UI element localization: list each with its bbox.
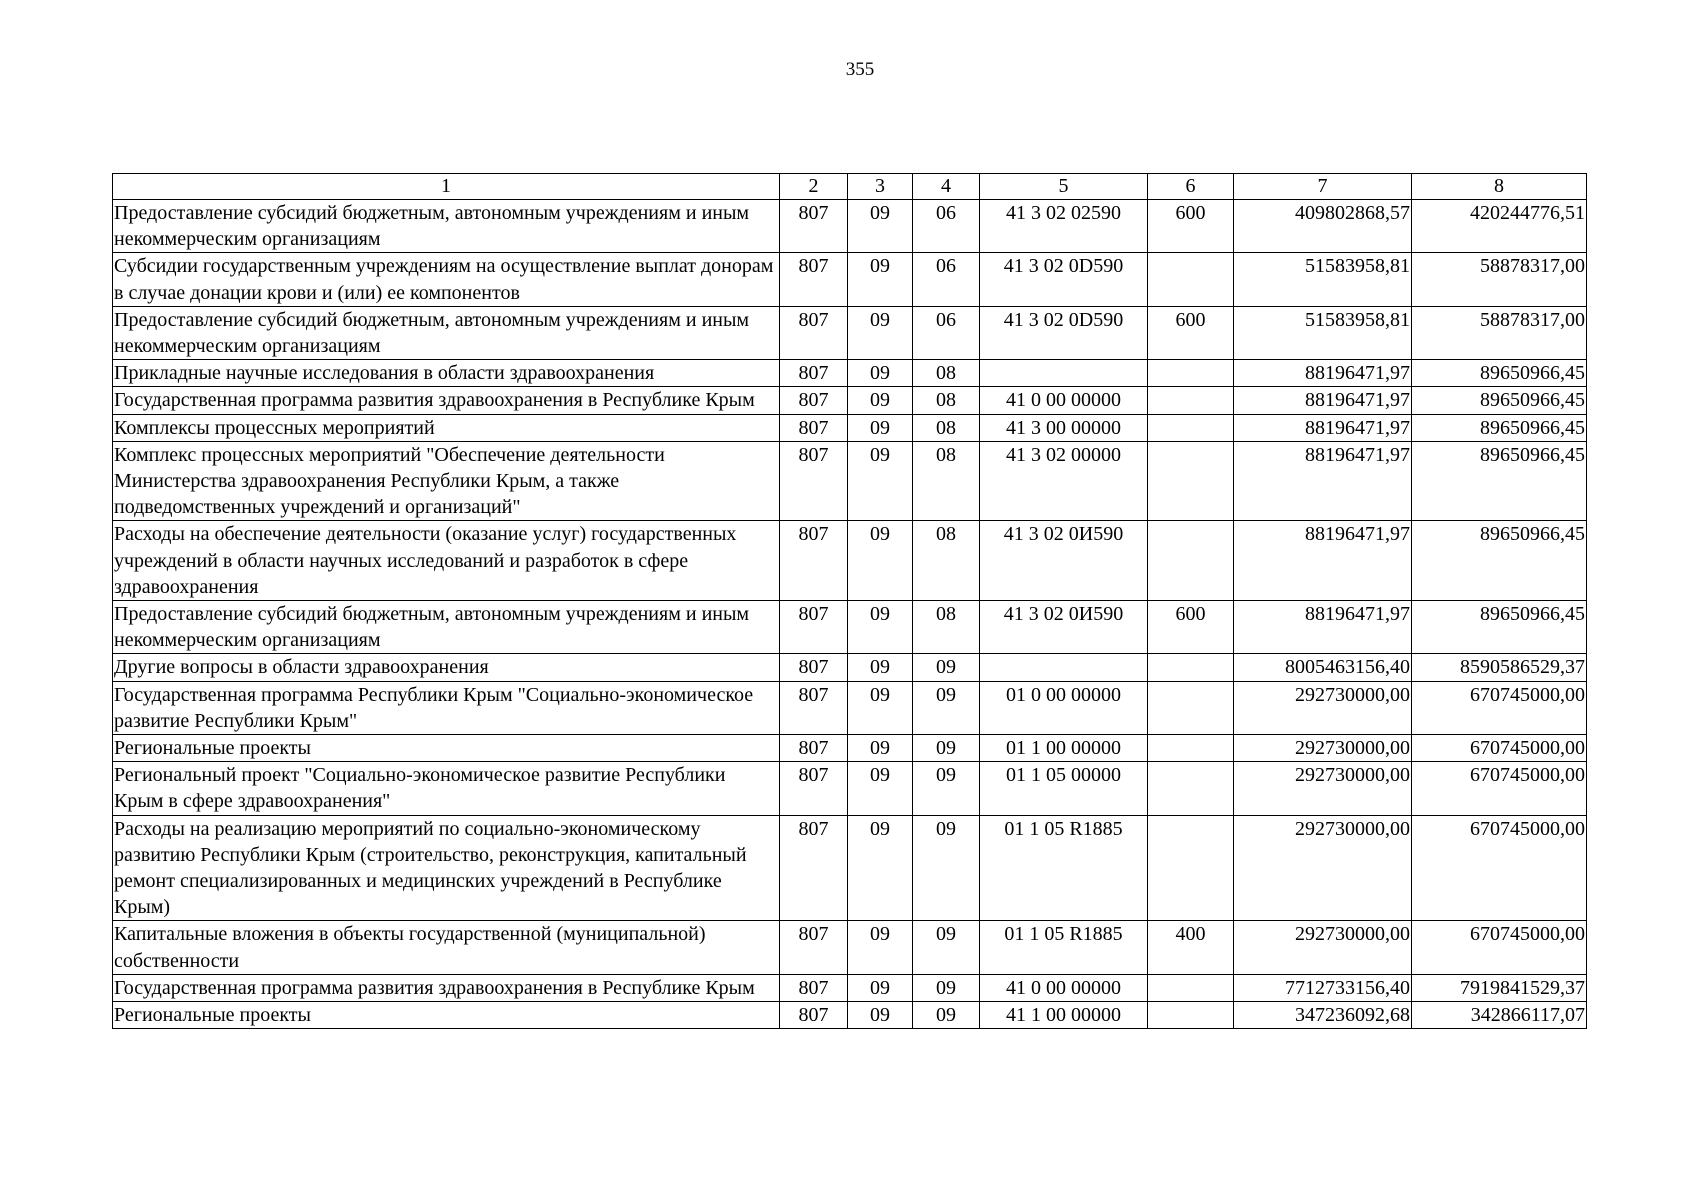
header-cell: 2 (780, 174, 848, 200)
amount-year1-cell: 292730000,00 (1234, 762, 1412, 815)
amount-year1-cell: 88196471,97 (1234, 521, 1412, 601)
target-article-cell: 41 3 02 00000 (980, 441, 1148, 521)
row-name-cell: Комплекс процессных мероприятий "Обеспечение деятельности Министерства здравоохранения Республики Крым, а также подведомственных учреждений и организаций" (113, 441, 780, 521)
table-row (113, 601, 1587, 654)
expense-type-cell: 600 (1148, 306, 1234, 359)
amount-year1-cell: 292730000,00 (1234, 735, 1412, 762)
target-article-cell: 41 0 00 00000 (980, 387, 1148, 414)
subsection-code-cell: 08 (913, 601, 980, 654)
header-cell: 6 (1148, 174, 1234, 200)
row-name-cell: Региональные проекты (113, 1002, 780, 1029)
amount-year1-cell: 292730000,00 (1234, 681, 1412, 734)
subsection-code-cell: 09 (913, 735, 980, 762)
amount-year2-cell: 58878317,00 (1412, 253, 1587, 306)
amount-year2-cell: 420244776,51 (1412, 200, 1587, 253)
target-article-cell: 41 3 02 0И590 (980, 601, 1148, 654)
subsection-code-cell: 08 (913, 521, 980, 601)
header-cell: 1 (113, 174, 780, 200)
main-admin-code-cell: 807 (780, 360, 848, 387)
section-code-cell: 09 (848, 762, 913, 815)
expense-type-cell (1148, 735, 1234, 762)
section-code-cell: 09 (848, 387, 913, 414)
header-row (113, 174, 1587, 200)
table-body (113, 200, 1587, 1029)
subsection-code-cell: 06 (913, 200, 980, 253)
main-admin-code-cell: 807 (780, 681, 848, 734)
subsection-code-cell: 06 (913, 253, 980, 306)
table-row (113, 654, 1587, 681)
section-code-cell: 09 (848, 681, 913, 734)
amount-year2-cell: 670745000,00 (1412, 735, 1587, 762)
section-code-cell: 09 (848, 360, 913, 387)
amount-year1-cell: 292730000,00 (1234, 921, 1412, 974)
table-row (113, 974, 1587, 1001)
amount-year2-cell: 89650966,45 (1412, 441, 1587, 521)
table-row (113, 441, 1587, 521)
row-name-cell: Субсидии государственным учреждениям на осуществление выплат донорам в случае донации крови и (или) ее компонентов (113, 253, 780, 306)
expense-type-cell: 600 (1148, 200, 1234, 253)
expense-type-cell (1148, 654, 1234, 681)
section-code-cell: 09 (848, 521, 913, 601)
table-row (113, 200, 1587, 253)
target-article-cell: 01 1 05 00000 (980, 762, 1148, 815)
table-row (113, 921, 1587, 974)
row-name-cell: Предоставление субсидий бюджетным, автономным учреждениям и иным некоммерческим организациям (113, 601, 780, 654)
amount-year2-cell: 89650966,45 (1412, 521, 1587, 601)
expense-type-cell (1148, 387, 1234, 414)
subsection-code-cell: 09 (913, 762, 980, 815)
amount-year2-cell: 670745000,00 (1412, 681, 1587, 734)
amount-year2-cell: 89650966,45 (1412, 387, 1587, 414)
amount-year1-cell: 88196471,97 (1234, 414, 1412, 441)
target-article-cell: 41 1 00 00000 (980, 1002, 1148, 1029)
expense-type-cell (1148, 681, 1234, 734)
row-name-cell: Региональные проекты (113, 735, 780, 762)
amount-year1-cell: 347236092,68 (1234, 1002, 1412, 1029)
amount-year2-cell: 342866117,07 (1412, 1002, 1587, 1029)
row-name-cell: Расходы на обеспечение деятельности (оказание услуг) государственных учреждений в области научных исследований и разработок в сфере здравоохранения (113, 521, 780, 601)
main-admin-code-cell: 807 (780, 815, 848, 921)
amount-year1-cell: 88196471,97 (1234, 601, 1412, 654)
section-code-cell: 09 (848, 253, 913, 306)
row-name-cell: Государственная программа Республики Крым "Социально-экономическое развитие Республики Крым" (113, 681, 780, 734)
table-row (113, 681, 1587, 734)
target-article-cell: 41 3 02 0D590 (980, 253, 1148, 306)
table-row (113, 360, 1587, 387)
table-row (113, 414, 1587, 441)
amount-year1-cell: 51583958,81 (1234, 253, 1412, 306)
amount-year1-cell: 8005463156,40 (1234, 654, 1412, 681)
row-name-cell: Региональный проект "Социально-экономическое развитие Республики Крым в сфере здравоохранения" (113, 762, 780, 815)
section-code-cell: 09 (848, 414, 913, 441)
main-admin-code-cell: 807 (780, 306, 848, 359)
row-name-cell: Прикладные научные исследования в области здравоохранения (113, 360, 780, 387)
target-article-cell (980, 360, 1148, 387)
table-row (113, 253, 1587, 306)
section-code-cell: 09 (848, 1002, 913, 1029)
amount-year1-cell: 51583958,81 (1234, 306, 1412, 359)
row-name-cell: Предоставление субсидий бюджетным, автономным учреждениям и иным некоммерческим организациям (113, 306, 780, 359)
target-article-cell: 01 1 05 R1885 (980, 815, 1148, 921)
main-admin-code-cell: 807 (780, 521, 848, 601)
table-row (113, 306, 1587, 359)
subsection-code-cell: 09 (913, 681, 980, 734)
expense-type-cell (1148, 253, 1234, 306)
section-code-cell: 09 (848, 735, 913, 762)
main-admin-code-cell: 807 (780, 921, 848, 974)
amount-year2-cell: 89650966,45 (1412, 414, 1587, 441)
expense-type-cell (1148, 974, 1234, 1001)
target-article-cell: 41 3 00 00000 (980, 414, 1148, 441)
amount-year2-cell: 89650966,45 (1412, 601, 1587, 654)
main-admin-code-cell: 807 (780, 974, 848, 1001)
main-admin-code-cell: 807 (780, 654, 848, 681)
header-cell: 4 (913, 174, 980, 200)
expense-type-cell (1148, 521, 1234, 601)
target-article-cell: 41 0 00 00000 (980, 974, 1148, 1001)
row-name-cell: Государственная программа развития здравоохранения в Республике Крым (113, 387, 780, 414)
section-code-cell: 09 (848, 974, 913, 1001)
subsection-code-cell: 09 (913, 654, 980, 681)
main-admin-code-cell: 807 (780, 200, 848, 253)
amount-year2-cell: 7919841529,37 (1412, 974, 1587, 1001)
subsection-code-cell: 09 (913, 921, 980, 974)
amount-year1-cell: 7712733156,40 (1234, 974, 1412, 1001)
header-cell: 5 (980, 174, 1148, 200)
table-row (113, 762, 1587, 815)
subsection-code-cell: 08 (913, 441, 980, 521)
table-row (113, 387, 1587, 414)
expense-type-cell: 400 (1148, 921, 1234, 974)
section-code-cell: 09 (848, 441, 913, 521)
main-admin-code-cell: 807 (780, 387, 848, 414)
target-article-cell: 41 3 02 0И590 (980, 521, 1148, 601)
table-row (113, 521, 1587, 601)
table-row (113, 815, 1587, 921)
subsection-code-cell: 08 (913, 360, 980, 387)
amount-year1-cell: 409802868,57 (1234, 200, 1412, 253)
target-article-cell: 01 0 00 00000 (980, 681, 1148, 734)
section-code-cell: 09 (848, 200, 913, 253)
amount-year1-cell: 88196471,97 (1234, 441, 1412, 521)
table-row (113, 735, 1587, 762)
main-admin-code-cell: 807 (780, 1002, 848, 1029)
row-name-cell: Государственная программа развития здравоохранения в Республике Крым (113, 974, 780, 1001)
subsection-code-cell: 06 (913, 306, 980, 359)
target-article-cell: 01 1 05 R1885 (980, 921, 1148, 974)
amount-year2-cell: 670745000,00 (1412, 921, 1587, 974)
main-admin-code-cell: 807 (780, 762, 848, 815)
main-admin-code-cell: 807 (780, 601, 848, 654)
target-article-cell: 41 3 02 02590 (980, 200, 1148, 253)
header-cell: 3 (848, 174, 913, 200)
section-code-cell: 09 (848, 921, 913, 974)
subsection-code-cell: 09 (913, 815, 980, 921)
row-name-cell: Капитальные вложения в объекты государственной (муниципальной) собственности (113, 921, 780, 974)
amount-year1-cell: 88196471,97 (1234, 387, 1412, 414)
expense-type-cell (1148, 414, 1234, 441)
amount-year2-cell: 8590586529,37 (1412, 654, 1587, 681)
subsection-code-cell: 08 (913, 414, 980, 441)
subsection-code-cell: 08 (913, 387, 980, 414)
main-admin-code-cell: 807 (780, 441, 848, 521)
main-admin-code-cell: 807 (780, 414, 848, 441)
target-article-cell: 01 1 00 00000 (980, 735, 1148, 762)
row-name-cell: Комплексы процессных мероприятий (113, 414, 780, 441)
expense-type-cell: 600 (1148, 601, 1234, 654)
target-article-cell (980, 654, 1148, 681)
section-code-cell: 09 (848, 306, 913, 359)
section-code-cell: 09 (848, 601, 913, 654)
section-code-cell: 09 (848, 815, 913, 921)
header-cell: 7 (1234, 174, 1412, 200)
main-admin-code-cell: 807 (780, 735, 848, 762)
expense-type-cell (1148, 441, 1234, 521)
budget-table (112, 173, 1587, 1029)
row-name-cell: Расходы на реализацию мероприятий по социально-экономическому развитию Республики Крым (строительство, реконструкция, капитальный ремонт специализированных и медицинских учреждений в Республике Крым) (113, 815, 780, 921)
amount-year2-cell: 58878317,00 (1412, 306, 1587, 359)
subsection-code-cell: 09 (913, 974, 980, 1001)
amount-year2-cell: 670745000,00 (1412, 762, 1587, 815)
target-article-cell: 41 3 02 0D590 (980, 306, 1148, 359)
page-number: 355 (845, 59, 875, 80)
expense-type-cell (1148, 762, 1234, 815)
expense-type-cell (1148, 1002, 1234, 1029)
row-name-cell: Другие вопросы в области здравоохранения (113, 654, 780, 681)
main-admin-code-cell: 807 (780, 253, 848, 306)
section-code-cell: 09 (848, 654, 913, 681)
amount-year1-cell: 292730000,00 (1234, 815, 1412, 921)
amount-year2-cell: 89650966,45 (1412, 360, 1587, 387)
amount-year1-cell: 88196471,97 (1234, 360, 1412, 387)
table-row (113, 1002, 1587, 1029)
amount-year2-cell: 670745000,00 (1412, 815, 1587, 921)
header-cell: 8 (1412, 174, 1587, 200)
expense-type-cell (1148, 815, 1234, 921)
expense-type-cell (1148, 360, 1234, 387)
subsection-code-cell: 09 (913, 1002, 980, 1029)
row-name-cell: Предоставление субсидий бюджетным, автономным учреждениям и иным некоммерческим организациям (113, 200, 780, 253)
